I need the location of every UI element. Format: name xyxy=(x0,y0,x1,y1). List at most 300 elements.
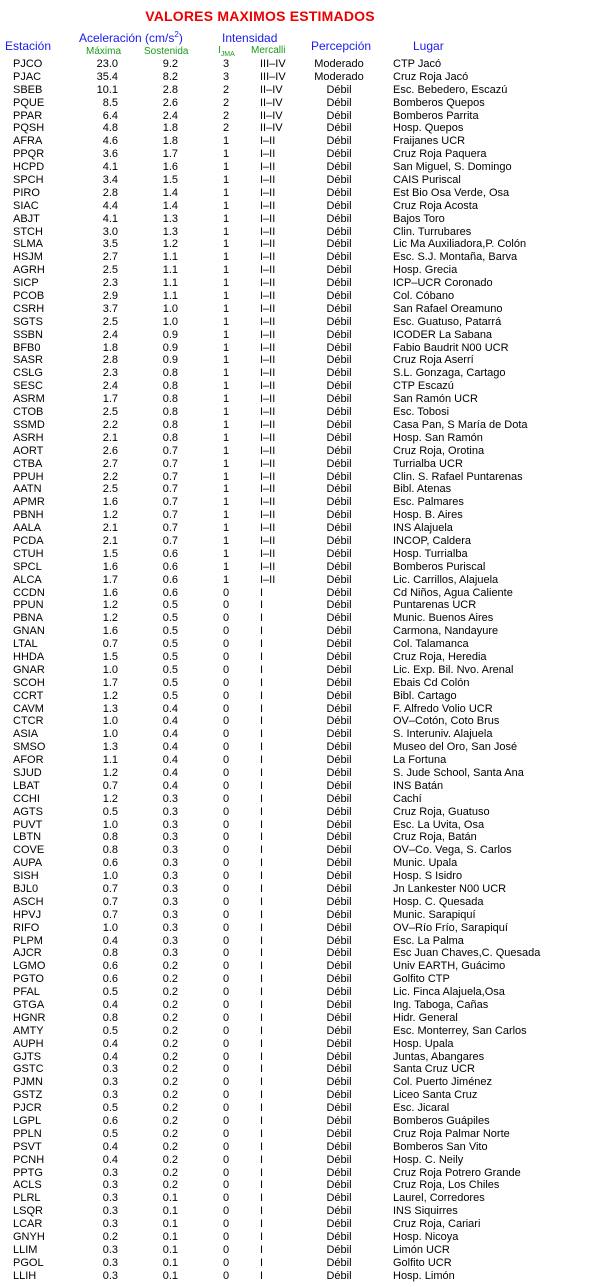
sustained-acceleration: 0.4 xyxy=(162,702,178,715)
max-acceleration: 0.4 xyxy=(102,934,118,947)
station-code: PUVT xyxy=(13,818,43,831)
jma-intensity: 0 xyxy=(222,1102,230,1115)
mercalli-intensity: I xyxy=(260,702,264,715)
mercalli-intensity: I xyxy=(260,1166,264,1179)
station-code: PQSH xyxy=(13,122,45,135)
station-code: CTOB xyxy=(13,406,44,419)
perception: Débil xyxy=(326,174,352,187)
jma-intensity: 1 xyxy=(222,238,230,251)
max-acceleration: 2.3 xyxy=(102,277,118,290)
station-code: AALA xyxy=(13,522,42,535)
table-row xyxy=(0,1115,590,1128)
station-code: LGMO xyxy=(13,960,46,973)
location: OV–Co. Vega, S. Carlos xyxy=(393,844,512,857)
max-acceleration: 0.3 xyxy=(102,1192,118,1205)
perception: Débil xyxy=(326,418,352,431)
mercalli-intensity: I xyxy=(260,960,264,973)
perception: Débil xyxy=(326,766,352,779)
mercalli-intensity: I xyxy=(260,741,264,754)
mercalli-intensity: I xyxy=(260,1218,264,1231)
jma-intensity: 1 xyxy=(222,406,230,419)
mercalli-intensity: I xyxy=(260,612,264,625)
max-acceleration: 1.8 xyxy=(102,341,118,354)
sustained-acceleration: 2.8 xyxy=(162,83,178,96)
sustained-acceleration: 0.3 xyxy=(162,947,178,960)
table-row xyxy=(0,329,590,342)
jma-intensity: 0 xyxy=(222,1269,230,1282)
jma-intensity: 0 xyxy=(222,1243,230,1256)
jma-intensity: 0 xyxy=(222,857,230,870)
max-acceleration: 2.1 xyxy=(102,522,118,535)
perception: Débil xyxy=(326,161,352,174)
sustained-acceleration: 0.2 xyxy=(162,1127,178,1140)
sustained-acceleration: 2.6 xyxy=(162,96,178,109)
mercalli-intensity: I xyxy=(260,999,264,1012)
table-row xyxy=(0,432,590,445)
sustained-acceleration: 1.6 xyxy=(162,161,178,174)
location: CTP Jacó xyxy=(393,58,442,70)
mercalli-intensity: I–II xyxy=(260,238,276,251)
jma-intensity: 1 xyxy=(222,560,230,573)
max-acceleration: 0.5 xyxy=(102,986,118,999)
perception: Débil xyxy=(326,135,352,148)
max-acceleration: 3.4 xyxy=(102,174,118,187)
location: Clin. Turrubares xyxy=(393,225,472,238)
max-acceleration: 0.2 xyxy=(102,1231,118,1244)
station-code: ASRM xyxy=(13,393,45,406)
jma-intensity: 0 xyxy=(222,1192,230,1205)
max-acceleration: 1.0 xyxy=(102,921,118,934)
jma-intensity: 2 xyxy=(222,109,230,122)
perception: Débil xyxy=(326,586,352,599)
jma-intensity: 3 xyxy=(222,58,230,70)
sustained-acceleration: 0.5 xyxy=(162,612,178,625)
perception: Débil xyxy=(326,625,352,638)
jma-intensity: 1 xyxy=(222,522,230,535)
perception: Débil xyxy=(326,1127,352,1140)
max-acceleration: 0.7 xyxy=(102,908,118,921)
mercalli-intensity: I xyxy=(260,908,264,921)
table-row xyxy=(0,277,590,290)
station-code: SSBN xyxy=(13,328,43,341)
perception: Débil xyxy=(326,251,352,264)
max-acceleration: 1.2 xyxy=(102,509,118,522)
jma-intensity: 1 xyxy=(222,341,230,354)
sustained-acceleration: 0.2 xyxy=(162,999,178,1012)
sustained-acceleration: 0.2 xyxy=(162,1024,178,1037)
jma-intensity: 0 xyxy=(222,973,230,986)
sustained-acceleration: 2.4 xyxy=(162,109,178,122)
station-code: LTAL xyxy=(13,638,38,651)
station-code: LLIM xyxy=(13,1243,38,1256)
jma-intensity: 1 xyxy=(222,264,230,277)
station-code: AGTS xyxy=(13,805,43,818)
perception: Débil xyxy=(326,831,352,844)
jma-intensity: 0 xyxy=(222,689,230,702)
jma-intensity: 0 xyxy=(222,1024,230,1037)
max-acceleration: 10.1 xyxy=(96,83,118,96)
jma-intensity: 3 xyxy=(222,70,230,83)
mercalli-intensity: I–II xyxy=(260,199,276,212)
sustained-acceleration: 0.1 xyxy=(162,1218,178,1231)
perception: Débil xyxy=(326,921,352,934)
max-acceleration: 0.8 xyxy=(102,1011,118,1024)
location: Cruz Roja, Cariari xyxy=(393,1218,481,1231)
station-code: BFB0 xyxy=(13,341,41,354)
station-code: ABJT xyxy=(13,212,40,225)
sustained-acceleration: 0.3 xyxy=(162,844,178,857)
mercalli-intensity: I xyxy=(260,973,264,986)
location: Esc. Jicaral xyxy=(393,1102,450,1115)
max-acceleration: 0.3 xyxy=(102,1269,118,1282)
max-acceleration: 2.1 xyxy=(102,431,118,444)
mercalli-intensity: I xyxy=(260,805,264,818)
mercalli-intensity: I–II xyxy=(260,431,276,444)
location: Bomberos Puriscal xyxy=(393,560,486,573)
station-code: CCRT xyxy=(13,689,44,702)
jma-intensity: 0 xyxy=(222,728,230,741)
table-row xyxy=(0,1025,590,1038)
perception: Débil xyxy=(326,1140,352,1153)
jma-intensity: 0 xyxy=(222,947,230,960)
perception: Débil xyxy=(326,431,352,444)
station-code: LSQR xyxy=(13,1205,43,1218)
max-acceleration: 1.7 xyxy=(102,573,118,586)
perception: Débil xyxy=(326,290,352,303)
mercalli-intensity: I–II xyxy=(260,148,276,161)
table-row xyxy=(0,599,590,612)
mercalli-intensity: I–II xyxy=(260,135,276,148)
jma-intensity: 1 xyxy=(222,315,230,328)
perception: Débil xyxy=(326,483,352,496)
mercalli-intensity: II–IV xyxy=(260,109,283,122)
perception: Débil xyxy=(326,1166,352,1179)
sustained-acceleration: 0.2 xyxy=(162,1115,178,1128)
mercalli-intensity: I xyxy=(260,1089,264,1102)
perception: Débil xyxy=(326,999,352,1012)
jma-intensity: 1 xyxy=(222,354,230,367)
mercalli-intensity: I xyxy=(260,1037,264,1050)
sustained-acceleration: 0.8 xyxy=(162,380,178,393)
mercalli-intensity: I xyxy=(260,1256,264,1269)
station-code: LBAT xyxy=(13,779,40,792)
station-code: PPAR xyxy=(13,109,43,122)
sustained-acceleration: 0.3 xyxy=(162,831,178,844)
sustained-acceleration: 0.4 xyxy=(162,754,178,767)
location: Munic. Sarapiquí xyxy=(393,908,476,921)
station-code: PPTG xyxy=(13,1166,43,1179)
max-acceleration: 0.7 xyxy=(102,883,118,895)
jma-intensity: 1 xyxy=(222,496,230,509)
header-maxima: Máxima xyxy=(86,46,122,57)
table-row xyxy=(0,483,590,496)
sustained-acceleration: 0.2 xyxy=(162,1140,178,1153)
station-code: PJCR xyxy=(13,1102,42,1115)
sustained-acceleration: 1.0 xyxy=(162,315,178,328)
perception: Débil xyxy=(326,689,352,702)
table-row xyxy=(0,58,590,71)
location: Carmona, Nandayure xyxy=(393,625,499,638)
station-code: LGPL xyxy=(13,1115,42,1128)
station-code: PPQR xyxy=(13,148,45,161)
sustained-acceleration: 0.5 xyxy=(162,638,178,651)
location: Munic. Buenos Aires xyxy=(393,612,494,625)
perception: Débil xyxy=(326,1037,352,1050)
sustained-acceleration: 1.8 xyxy=(162,135,178,148)
jma-intensity: 1 xyxy=(222,534,230,547)
mercalli-intensity: I xyxy=(260,870,264,883)
station-table xyxy=(0,58,590,1283)
location: Hosp. C. Neily xyxy=(393,1153,464,1166)
jma-intensity: 0 xyxy=(222,612,230,625)
table-row xyxy=(0,445,590,458)
perception: Débil xyxy=(326,457,352,470)
table-row xyxy=(0,973,590,986)
station-code: SASR xyxy=(13,354,43,367)
station-code: PPUN xyxy=(13,599,44,612)
location: Esc. Guatuso, Patarrá xyxy=(393,315,502,328)
station-code: PCOB xyxy=(13,290,45,303)
header-aceleracion xyxy=(79,31,183,45)
jma-intensity: 1 xyxy=(222,483,230,496)
location: Esc. La Palma xyxy=(393,934,464,947)
station-code: ASIA xyxy=(13,728,39,741)
max-acceleration: 0.5 xyxy=(102,1024,118,1037)
jma-intensity: 0 xyxy=(222,1205,230,1218)
perception: Débil xyxy=(326,444,352,457)
max-acceleration: 1.6 xyxy=(102,586,118,599)
max-acceleration: 2.7 xyxy=(102,251,118,264)
max-acceleration: 0.3 xyxy=(102,1218,118,1231)
station-code: ASRH xyxy=(13,431,44,444)
perception: Débil xyxy=(326,1243,352,1256)
mercalli-intensity: I xyxy=(260,818,264,831)
sustained-acceleration: 0.8 xyxy=(162,393,178,406)
table-row xyxy=(0,354,590,367)
location: Casa Pan, S María de Dota xyxy=(393,418,528,431)
max-acceleration: 0.3 xyxy=(102,1179,118,1192)
sustained-acceleration: 0.5 xyxy=(162,599,178,612)
max-acceleration: 0.3 xyxy=(102,1063,118,1076)
station-code: LCAR xyxy=(13,1218,43,1231)
max-acceleration: 0.4 xyxy=(102,1050,118,1063)
station-code: PFAL xyxy=(13,986,40,999)
location: Bomberos Parrita xyxy=(393,109,479,122)
table-row xyxy=(0,316,590,329)
station-code: AORT xyxy=(13,444,44,457)
table-row xyxy=(0,587,590,600)
location: Cruz Roja, Guatuso xyxy=(393,805,490,818)
perception: Débil xyxy=(326,122,352,135)
max-acceleration: 1.2 xyxy=(102,766,118,779)
mercalli-intensity: I xyxy=(260,1269,264,1282)
perception: Débil xyxy=(326,741,352,754)
location: Cruz Roja, Heredia xyxy=(393,650,487,663)
station-code: HSJM xyxy=(13,251,43,264)
location: INS Alajuela xyxy=(393,522,453,535)
table-row xyxy=(0,754,590,767)
location: Hosp. C. Quesada xyxy=(393,895,484,908)
perception: Débil xyxy=(326,1179,352,1192)
jma-intensity: 1 xyxy=(222,444,230,457)
table-row xyxy=(0,496,590,509)
sustained-acceleration: 0.3 xyxy=(162,908,178,921)
header-mercalli: Mercalli xyxy=(251,45,286,56)
mercalli-intensity: I–II xyxy=(260,547,276,560)
max-acceleration: 1.3 xyxy=(102,741,118,754)
max-acceleration: 2.2 xyxy=(102,418,118,431)
mercalli-intensity: I xyxy=(260,676,264,689)
location: INCOP, Caldera xyxy=(393,534,472,547)
sustained-acceleration: 1.5 xyxy=(162,174,178,187)
sustained-acceleration: 0.5 xyxy=(162,663,178,676)
table-row xyxy=(0,728,590,741)
table-row xyxy=(0,819,590,832)
location: Hosp. B. Aires xyxy=(393,509,463,522)
table-row xyxy=(0,806,590,819)
table-row xyxy=(0,638,590,651)
mercalli-intensity: I–II xyxy=(260,225,276,238)
perception: Débil xyxy=(326,895,352,908)
mercalli-intensity: I xyxy=(260,947,264,960)
mercalli-intensity: I xyxy=(260,1192,264,1205)
jma-intensity: 0 xyxy=(222,1089,230,1102)
jma-intensity: 0 xyxy=(222,1127,230,1140)
mercalli-intensity: I–II xyxy=(260,457,276,470)
max-acceleration: 0.3 xyxy=(102,1089,118,1102)
max-acceleration: 1.0 xyxy=(102,663,118,676)
location: Clin. S. Rafael Puntarenas xyxy=(393,470,523,483)
perception: Débil xyxy=(326,277,352,290)
table-row xyxy=(0,1051,590,1064)
max-acceleration: 0.8 xyxy=(102,947,118,960)
jma-intensity: 0 xyxy=(222,818,230,831)
station-code: PCDA xyxy=(13,534,44,547)
jma-intensity: 0 xyxy=(222,908,230,921)
sustained-acceleration: 0.3 xyxy=(162,895,178,908)
location: Cd Niños, Agua Caliente xyxy=(393,586,513,599)
sustained-acceleration: 0.4 xyxy=(162,779,178,792)
perception: Débil xyxy=(326,1102,352,1115)
table-row xyxy=(0,110,590,123)
jma-intensity: 0 xyxy=(222,1166,230,1179)
perception: Débil xyxy=(326,676,352,689)
sustained-acceleration: 0.2 xyxy=(162,1102,178,1115)
station-code: ACLS xyxy=(13,1179,42,1192)
location: Cruz Roja Paquera xyxy=(393,148,487,161)
mercalli-intensity: I xyxy=(260,883,264,895)
header-estacion: Estación xyxy=(5,39,52,53)
perception: Débil xyxy=(326,934,352,947)
max-acceleration: 3.5 xyxy=(102,238,118,251)
location: Hosp. Turrialba xyxy=(393,547,468,560)
station-code: CTUH xyxy=(13,547,44,560)
perception: Débil xyxy=(326,1256,352,1269)
sustained-acceleration: 0.2 xyxy=(162,960,178,973)
station-code: AUPH xyxy=(13,1037,44,1050)
location: Esc. Palmares xyxy=(393,496,464,509)
sustained-acceleration: 0.7 xyxy=(162,470,178,483)
station-code: HHDA xyxy=(13,650,45,663)
jma-intensity: 0 xyxy=(222,805,230,818)
jma-intensity: 1 xyxy=(222,199,230,212)
location: ICODER La Sabana xyxy=(393,328,493,341)
mercalli-intensity: I xyxy=(260,1024,264,1037)
max-acceleration: 2.3 xyxy=(102,367,118,380)
location: OV–Cotón, Coto Brus xyxy=(393,715,500,728)
table-row xyxy=(0,999,590,1012)
location: Esc. Tobosi xyxy=(393,406,450,419)
station-code: CSLG xyxy=(13,367,43,380)
location: Esc. La Uvita, Osa xyxy=(393,818,485,831)
table-row xyxy=(0,226,590,239)
jma-intensity: 0 xyxy=(222,1218,230,1231)
table-row xyxy=(0,935,590,948)
mercalli-intensity: I–II xyxy=(260,573,276,586)
sustained-acceleration: 0.6 xyxy=(162,586,178,599)
sustained-acceleration: 0.2 xyxy=(162,1063,178,1076)
table-row xyxy=(0,1012,590,1025)
sustained-acceleration: 1.7 xyxy=(162,148,178,161)
location: Hidr. General xyxy=(393,1011,458,1024)
location: Univ EARTH, Guácimo xyxy=(393,960,506,973)
sustained-acceleration: 0.5 xyxy=(162,650,178,663)
perception: Débil xyxy=(326,973,352,986)
mercalli-intensity: I xyxy=(260,1153,264,1166)
location: Esc. Bebedero, Escazú xyxy=(393,83,508,96)
jma-intensity: 1 xyxy=(222,251,230,264)
perception: Débil xyxy=(326,212,352,225)
mercalli-intensity: I xyxy=(260,1205,264,1218)
jma-intensity: 0 xyxy=(222,779,230,792)
perception: Débil xyxy=(326,1115,352,1128)
mercalli-intensity: I–II xyxy=(260,251,276,264)
mercalli-intensity: I–II xyxy=(260,277,276,290)
max-acceleration: 2.1 xyxy=(102,534,118,547)
sustained-acceleration: 9.2 xyxy=(162,58,178,70)
perception: Débil xyxy=(326,225,352,238)
mercalli-intensity: I xyxy=(260,1102,264,1115)
table-row xyxy=(0,458,590,471)
station-code: PLRL xyxy=(13,1192,41,1205)
max-acceleration: 0.3 xyxy=(102,1166,118,1179)
table-row xyxy=(0,612,590,625)
jma-intensity: 0 xyxy=(222,663,230,676)
station-code: PLPM xyxy=(13,934,43,947)
location: Esc Juan Chaves,C. Quesada xyxy=(393,947,541,960)
perception: Débil xyxy=(326,380,352,393)
perception: Débil xyxy=(326,908,352,921)
mercalli-intensity: I xyxy=(260,844,264,857)
perception: Débil xyxy=(326,96,352,109)
station-code: PCNH xyxy=(13,1153,45,1166)
perception: Débil xyxy=(326,1218,352,1231)
table-row xyxy=(0,677,590,690)
sustained-acceleration: 0.8 xyxy=(162,418,178,431)
max-acceleration: 4.1 xyxy=(102,161,118,174)
header-ijma-subscript: JMA xyxy=(220,51,235,58)
table-row xyxy=(0,767,590,780)
location: Lic. Exp. Bil. Nvo. Arenal xyxy=(393,663,514,676)
mercalli-intensity: I–II xyxy=(260,264,276,277)
max-acceleration: 0.7 xyxy=(102,895,118,908)
jma-intensity: 1 xyxy=(222,186,230,199)
location: Liceo Santa Cruz xyxy=(393,1089,478,1102)
mercalli-intensity: II–IV xyxy=(260,122,283,135)
mercalli-intensity: I–II xyxy=(260,174,276,187)
jma-intensity: 0 xyxy=(222,1140,230,1153)
station-code: PJCO xyxy=(13,58,43,70)
